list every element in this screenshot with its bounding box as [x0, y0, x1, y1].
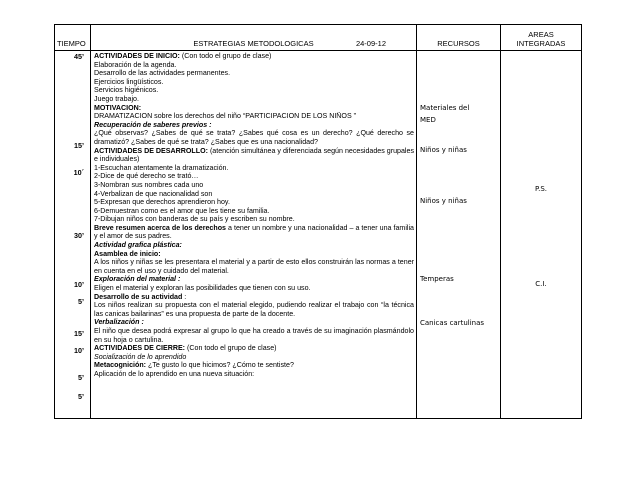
time-value: 10´	[73, 168, 84, 177]
header-areas-line1: AREAS	[528, 30, 554, 39]
times-column	[55, 51, 91, 419]
line: Servicios higiénicos.	[94, 86, 159, 95]
heading-asamblea: Asamblea de inicio:	[94, 249, 161, 258]
line: 5-Expresan que derechos aprendieron hoy.	[94, 198, 230, 207]
note-inicio: (Con todo el grupo de clase)	[179, 52, 272, 60]
content-row	[55, 51, 582, 419]
line: 7-Dibujan niños con banderas de su país y escriben su nombre.	[94, 215, 295, 224]
area-item: C.I.	[535, 280, 547, 288]
line: 3-Nombran sus nombres cada uno	[94, 180, 204, 189]
line: 6-Demuestran como es el amor que les tiene su familia.	[94, 206, 270, 215]
line: Juego trabajo.	[94, 94, 139, 103]
header-date: 24-09-12	[355, 39, 386, 48]
line: 2-Dice de qué derecho se trató…	[94, 172, 199, 181]
heading-actividad: Desarrollo de su actividad	[94, 292, 183, 301]
colon: :	[182, 292, 187, 301]
note-cierre: (Con todo el grupo de clase)	[185, 344, 277, 353]
text-metacognicion: ¿Te gusto lo que hicimos? ¿Cómo te sentiste?	[146, 361, 294, 370]
line: Aplicación de lo aprendido en una nueva situación:	[94, 369, 255, 378]
line-actividad	[94, 293, 414, 302]
header-areas	[501, 25, 582, 51]
strategies-column	[91, 51, 417, 419]
line: Eligen el material y exploran las posibilidades que tienen con su uso.	[94, 284, 311, 293]
areas-column	[501, 51, 582, 419]
heading-motivacion: MOTIVACION:	[94, 103, 142, 112]
time-value: 5’	[78, 373, 84, 382]
line: Elaboración de la agenda.	[94, 60, 177, 69]
heading-exploracion: Exploración del material :	[94, 275, 181, 284]
line-metacognicion	[94, 361, 414, 370]
heading-cierre: ACTIVIDADES DE CIERRE:	[94, 344, 186, 353]
header-areas-line2: INTEGRADAS	[516, 39, 566, 48]
area-item: P.S.	[534, 185, 548, 193]
line-socializacion: Socialización de lo aprendido	[94, 352, 187, 361]
line: Desarrollo de las actividades permanentes.	[94, 69, 231, 78]
text-resumen: a tener un nombre y una nacionalidad – a tener una familia y el amor de sus padres.	[94, 223, 414, 241]
line: El niño que desea podrá expresar al grupo lo que ha creado a través de su imaginación plasmándolo en su hoja o cartulina.	[94, 327, 414, 344]
heading-verbalizacion: Verbalización :	[94, 318, 144, 327]
line-desarrollo	[94, 147, 414, 164]
line: 4-Verbalizan de que nacionalidad son	[94, 189, 213, 198]
heading-metacognicion: Metacognición:	[94, 361, 147, 370]
header-row	[55, 25, 582, 51]
header-recursos: RECURSOS	[417, 25, 501, 51]
line-questions: ¿Qué observas? ¿Sabes de qué se trata? ¿Sabes qué cosa es un derecho? ¿Qué derecho se dramatizó? ¿Sabes de qué se trata? ¿Sabes que es una nacionalidad?	[94, 129, 414, 146]
heading-recuperacion: Recuperación de saberes previos :	[94, 120, 212, 129]
time-value: 15’	[74, 329, 84, 338]
line: DRAMATIZACION sobre los derechos del niño “PARTICIPACION DE LOS NIÑOS ”	[94, 112, 357, 121]
line: 1-Escuchan atentamente la dramatización.	[94, 163, 229, 172]
line: Los niños realizan su propuesta con el material elegido, pudiendo realizar el trabajo con “la técnica las canicas bailarinas” es una propuesta de parte de la docente.	[94, 301, 414, 318]
time-value: 30’	[74, 231, 84, 240]
resource-item: Temperas	[420, 275, 454, 283]
line-cierre	[94, 344, 414, 353]
note-desarrollo: (atención simultánea y diferenciada según necesidades grupales e individuales)	[94, 146, 414, 164]
resources-column	[417, 51, 501, 419]
time-value: 10’	[74, 280, 84, 289]
resource-item: Canicas cartulinas	[420, 319, 485, 327]
resource-item: Niños y niñas	[420, 197, 467, 205]
lesson-plan-table	[54, 24, 582, 419]
time-value: 10’	[74, 346, 84, 355]
line-inicio	[94, 52, 414, 61]
header-estrategias	[91, 25, 417, 51]
resource-item: Materiales del	[420, 104, 470, 112]
line: Ejercicios lingüísticos.	[94, 77, 164, 86]
line: A los niños y niñas se les presentara el material y a partir de esto ellos construirán las normas a tener en cuenta en el uso y cuidado del material.	[94, 258, 414, 275]
heading-resumen: Breve resumen acerca de los derechos	[94, 223, 226, 232]
header-tiempo: TIEMPO	[55, 25, 91, 51]
time-value: 45’	[74, 52, 84, 61]
resource-item: MED	[420, 116, 436, 124]
header-estrategias-label: ESTRATEGIAS METODOLOGICAS	[193, 39, 314, 48]
resource-item: Niños y niñas	[420, 146, 467, 154]
time-value: 15’	[74, 141, 84, 150]
time-value: 5’	[78, 392, 84, 401]
heading-inicio: ACTIVIDADES DE INICIO:	[94, 52, 180, 60]
line-resumen	[94, 224, 414, 241]
time-value: 5’	[78, 297, 84, 306]
heading-grafica: Actividad grafica plástica:	[94, 241, 182, 250]
heading-desarrollo: ACTIVIDADES DE DESARROLLO:	[94, 146, 208, 155]
